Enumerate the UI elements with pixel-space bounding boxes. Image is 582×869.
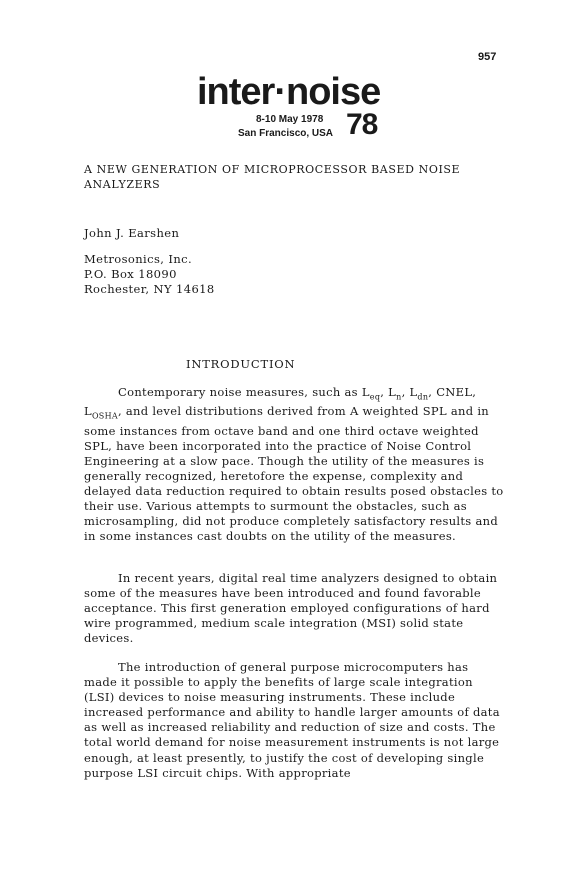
body-paragraph: The introduction of general purpose microcomputers has made it possible to apply the benefits of large scale integration (LSI) devices to noise measuring instruments. These include increased performance and ability to handle larger amounts of data as well as increased reliability and reduction of size and costs. The total world demand for noise measurement instruments is not large enough, at least presently, to justify the cost of developing single purpose LSI circuit chips. With appropriate	[84, 660, 500, 780]
affiliation-line: Rochester, NY 14618	[84, 282, 215, 296]
logo-dates: 8-10 May 1978	[256, 114, 324, 125]
author-affiliation	[84, 252, 215, 297]
logo-year: 78	[346, 108, 378, 141]
affiliation-line: Metrosonics, Inc.	[84, 252, 193, 266]
body-paragraph: Contemporary noise measures, such as $L_{eq}$, $L_n$, $L_{dn}$, CNEL, $L_{OSHA}$, and level distributions derived from A weighted SPL and in some instances from octave band and one third octave weighted SPL, have been incorporated into the practice of Noise Control Engineering at a slow pace. Though the utility of the measures is generally recognized, heretofore the expense, complexity and delayed data reduction required to obtain results posed obstacles to their use. Various attempts to surmount the obstacles, such as microsampling, did not produce completely satisfactory results and in some instances cast doubts on the utility of the measures.	[84, 385, 504, 544]
body-paragraph: In recent years, digital real time analyzers designed to obtain some of the measures have been introduced and found favorable acceptance. This first generation employed configurations of hard wire programmed, medium scale integration (MSI) solid state devices.	[84, 571, 498, 646]
logo-place: San Francisco, USA	[238, 128, 334, 139]
affiliation-line: P.O. Box 18090	[84, 267, 177, 281]
paper-title: A NEW GENERATION OF MICROPROCESSOR BASED NOISE ANALYZERS	[84, 163, 461, 191]
page-number: 957	[478, 51, 497, 63]
logo-wordmark: inter·noise	[197, 71, 381, 113]
author-name: John J. Earshen	[84, 226, 180, 240]
section-heading: INTRODUCTION	[186, 357, 296, 371]
conference-logo	[197, 72, 393, 144]
